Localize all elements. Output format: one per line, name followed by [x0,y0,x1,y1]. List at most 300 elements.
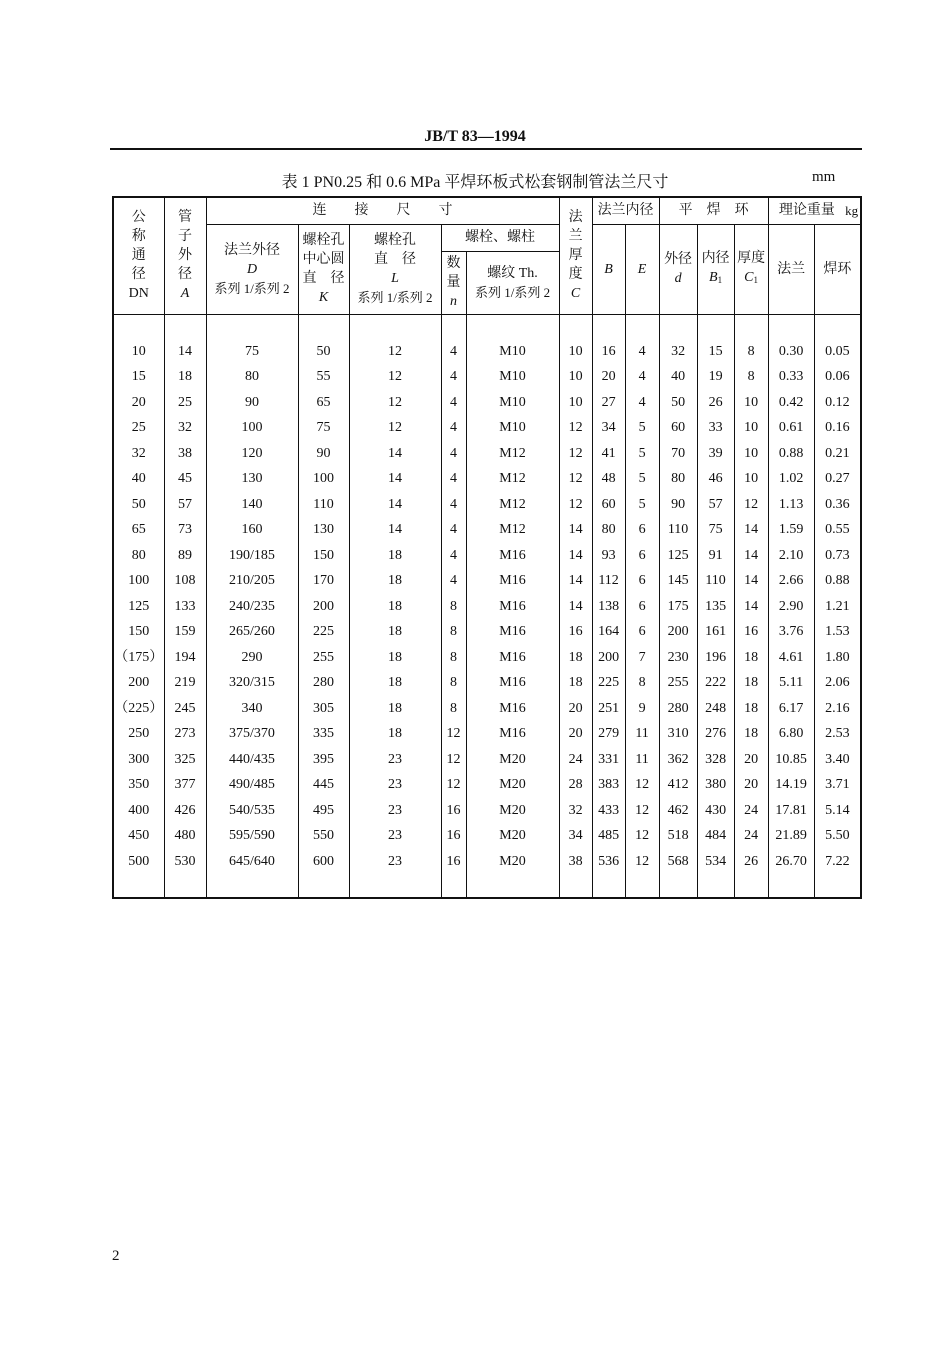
table-cell: 18 [349,568,441,594]
table-cell: 0.33 [768,364,814,390]
table-cell: 10 [734,441,768,467]
table-cell: 0.27 [814,466,861,492]
table-cell: 50 [113,492,164,518]
table-cell: 23 [349,823,441,849]
table-cell: 490/485 [206,772,298,798]
table-cell: 18 [349,645,441,671]
table-cell: 0.16 [814,415,861,441]
table-cell: 10 [734,466,768,492]
table-cell: 20 [559,696,592,722]
table-cell: 20 [559,721,592,747]
table-cell: M12 [466,466,559,492]
table-cell: 50 [298,339,349,365]
table-cell: 70 [659,441,697,467]
table-row [113,543,861,569]
header-ring: 平 焊 环 [659,197,768,224]
table-cell: 273 [164,721,206,747]
table-cell: M10 [466,415,559,441]
table-cell: M10 [466,390,559,416]
table-cell: M12 [466,441,559,467]
table-cell: 38 [559,849,592,875]
table-cell: 196 [697,645,734,671]
table-cell: 18 [349,721,441,747]
table-cell: 8 [625,670,659,696]
table-cell: 377 [164,772,206,798]
table-cell: 21.89 [768,823,814,849]
table-cell: 108 [164,568,206,594]
table-cell: 150 [113,619,164,645]
table-cell: 14 [734,517,768,543]
header-weight-flange: 法兰 [768,224,814,314]
table-cell: 18 [734,670,768,696]
table-cell: 20 [113,390,164,416]
table-cell: 255 [298,645,349,671]
table-cell: 222 [697,670,734,696]
table-cell: 12 [625,823,659,849]
table-cell: 18 [734,721,768,747]
table-cell: 10 [113,339,164,365]
table-cell: 6 [625,568,659,594]
table-cell: 5.14 [814,798,861,824]
table-cell: 430 [697,798,734,824]
table-cell: 40 [659,364,697,390]
table-cell: 380 [697,772,734,798]
table-cell: M20 [466,747,559,773]
table-row [113,696,861,722]
table-cell: 5 [625,415,659,441]
header-flange-thickness: 法 兰 厚 度 C [559,197,592,314]
table-row [113,594,861,620]
table-cell: 18 [349,696,441,722]
table-cell: 276 [697,721,734,747]
table-cell: 518 [659,823,697,849]
table-cell: 170 [298,568,349,594]
table-cell: 6.17 [768,696,814,722]
table-cell: 23 [349,798,441,824]
table-cell: 279 [592,721,625,747]
table-cell: 4 [441,466,466,492]
table-cell: 6 [625,619,659,645]
table-cell: 57 [164,492,206,518]
table-cell: 24 [559,747,592,773]
table-cell: 19 [697,364,734,390]
table-cell: 4 [441,364,466,390]
table-cell: 1.02 [768,466,814,492]
table-cell: 55 [298,364,349,390]
table-cell: 17.81 [768,798,814,824]
table-cell: 0.55 [814,517,861,543]
table-cell: 0.12 [814,390,861,416]
table-cell: 395 [298,747,349,773]
table-cell: 530 [164,849,206,875]
table-cell: 310 [659,721,697,747]
table-cell: 4.61 [768,645,814,671]
table-cell: 38 [164,441,206,467]
table-cell: 80 [206,364,298,390]
table-cell: 23 [349,747,441,773]
table-cell: 5 [625,466,659,492]
table-cell: 14.19 [768,772,814,798]
table-cell: 190/185 [206,543,298,569]
table-cell: 27 [592,390,625,416]
table-cell: 5.11 [768,670,814,696]
table-cell: 12 [625,798,659,824]
spacer-row [113,314,861,339]
table-cell: 138 [592,594,625,620]
table-cell: 4 [625,364,659,390]
table-cell: 80 [659,466,697,492]
table-cell: 135 [697,594,734,620]
table-cell: 91 [697,543,734,569]
table-cell: 0.21 [814,441,861,467]
table-cell: 325 [164,747,206,773]
table-row [113,619,861,645]
table-cell: M20 [466,772,559,798]
table-cell: 25 [113,415,164,441]
table-cell: 568 [659,849,697,875]
table-cell: 450 [113,823,164,849]
table-cell: 4 [441,441,466,467]
header-rule [110,148,862,150]
table-cell: 16 [441,798,466,824]
table-cell: 14 [559,543,592,569]
table-row [113,364,861,390]
header-ring-od: 外径 d [659,224,697,314]
table-caption-line [0,169,950,192]
table-cell: 4 [441,517,466,543]
table-cell: 219 [164,670,206,696]
table-cell: 4 [441,568,466,594]
table-cell: 24 [734,798,768,824]
table-cell: 595/590 [206,823,298,849]
table-cell: 32 [164,415,206,441]
header-bolt-hole: 螺栓孔 直 径 L 系列 1/系列 2 [349,224,441,314]
table-cell: 200 [298,594,349,620]
table-cell: 140 [206,492,298,518]
table-cell: 0.05 [814,339,861,365]
table-row [113,390,861,416]
table-row [113,670,861,696]
table-cell: 10 [734,415,768,441]
table-caption: 表 1 PN0.25 和 0.6 MPa 平焊环板式松套钢制管法兰尺寸 [281,174,669,191]
table-row [113,568,861,594]
header-bolt-circle: 螺栓孔 中心圆 直 径 K [298,224,349,314]
table-cell: 14 [164,339,206,365]
table-cell: M12 [466,492,559,518]
table-cell: 248 [697,696,734,722]
table-cell: 534 [697,849,734,875]
standard-code: JB/T 83—1994 [424,128,526,145]
table-cell: 0.30 [768,339,814,365]
table-cell: M16 [466,619,559,645]
table-cell: 11 [625,721,659,747]
table-cell: 18 [349,670,441,696]
table-cell: 200 [113,670,164,696]
table-cell: 1.21 [814,594,861,620]
table-cell: 112 [592,568,625,594]
table-cell: 159 [164,619,206,645]
table-cell: 75 [697,517,734,543]
table-cell: 3.71 [814,772,861,798]
table-cell: 350 [113,772,164,798]
table-cell: 2.66 [768,568,814,594]
table-cell: 383 [592,772,625,798]
table-cell: 12 [559,441,592,467]
table-cell: 0.61 [768,415,814,441]
table-cell: 164 [592,619,625,645]
table-cell: 16 [441,849,466,875]
table-cell: 412 [659,772,697,798]
header-thread: 螺纹 Th. 系列 1/系列 2 [466,251,559,314]
header-flange-od: 法兰外径 D 系列 1/系列 2 [206,224,298,314]
header-pipe-od: 管 子 外 径 A [164,197,206,314]
table-cell: 320/315 [206,670,298,696]
table-cell: 150 [298,543,349,569]
table-cell: 200 [592,645,625,671]
table-cell: 1.80 [814,645,861,671]
table-cell: 8 [441,645,466,671]
table-cell: 8 [441,670,466,696]
table-cell: M16 [466,696,559,722]
table-cell: 340 [206,696,298,722]
table-cell: 34 [592,415,625,441]
table-cell: 14 [734,594,768,620]
table-cell: （225） [113,696,164,722]
table-cell: M20 [466,823,559,849]
header-connection: 连 接 尺 寸 [206,197,559,224]
table-cell: 8 [734,339,768,365]
table-row [113,645,861,671]
table-cell: 6 [625,517,659,543]
table-row [113,772,861,798]
table-cell: 12 [349,339,441,365]
table-cell: 39 [697,441,734,467]
table-cell: 12 [559,415,592,441]
table-cell: 161 [697,619,734,645]
header-dn: 公 称 通 径 DN [113,197,164,314]
table-cell: 18 [559,645,592,671]
table-cell: 0.73 [814,543,861,569]
table-cell: 10 [734,390,768,416]
table-cell: M16 [466,721,559,747]
table-body [113,314,861,898]
table-cell: 48 [592,466,625,492]
tail-row [113,874,861,898]
table-cell: 75 [206,339,298,365]
table-cell: 280 [298,670,349,696]
table-cell: 16 [441,823,466,849]
table-cell: 80 [592,517,625,543]
table-cell: 305 [298,696,349,722]
table-cell: 14 [349,517,441,543]
table-cell: 1.13 [768,492,814,518]
table-cell: 6.80 [768,721,814,747]
table-cell: 12 [734,492,768,518]
table-cell: 20 [734,747,768,773]
table-cell: 10 [559,390,592,416]
table-cell: 100 [113,568,164,594]
table-cell: 600 [298,849,349,875]
table-cell: 4 [441,390,466,416]
table-cell: 10 [559,364,592,390]
table-cell: 6 [625,594,659,620]
table-cell: 4 [441,339,466,365]
table-cell: 500 [113,849,164,875]
table-cell: M20 [466,849,559,875]
table-cell: 46 [697,466,734,492]
table-cell: 12 [441,747,466,773]
table-cell: 14 [559,594,592,620]
table-cell: 40 [113,466,164,492]
table-cell: 1.53 [814,619,861,645]
table-cell: 23 [349,849,441,875]
table-cell: 25 [164,390,206,416]
table-cell: 484 [697,823,734,849]
table-cell: 20 [734,772,768,798]
table-cell: 93 [592,543,625,569]
table-cell: 2.16 [814,696,861,722]
table-cell: 12 [349,415,441,441]
table-cell: 14 [559,517,592,543]
header-bore-e: E [625,224,659,314]
table-cell: 145 [659,568,697,594]
table-row [113,441,861,467]
header-weight-ring: 焊环 [814,224,861,314]
table-cell: 18 [734,645,768,671]
table-cell: 18 [349,543,441,569]
table-cell: M20 [466,798,559,824]
page-number: 2 [112,1248,120,1264]
table-cell: 4 [441,543,466,569]
table-cell: 14 [734,568,768,594]
table-cell: 8 [734,364,768,390]
header-bolt-count: 数 量 n [441,251,466,314]
table-row [113,798,861,824]
table-cell: 110 [298,492,349,518]
table-cell: 8 [441,594,466,620]
table-cell: 4 [441,492,466,518]
table-cell: 34 [559,823,592,849]
table-cell: 9 [625,696,659,722]
table-cell: M16 [466,645,559,671]
table-cell: 16 [592,339,625,365]
table-cell: 26.70 [768,849,814,875]
table-cell: 2.06 [814,670,861,696]
table-cell: M10 [466,364,559,390]
table-cell: 280 [659,696,697,722]
table-cell: 18 [559,670,592,696]
table-cell: 0.88 [768,441,814,467]
table-cell: 130 [206,466,298,492]
table-cell: 18 [349,619,441,645]
table-cell: 400 [113,798,164,824]
table-cell: 462 [659,798,697,824]
table-cell: 125 [113,594,164,620]
flange-dimension-table [112,196,862,899]
table-cell: 100 [206,415,298,441]
table-cell: 15 [697,339,734,365]
table-cell: 495 [298,798,349,824]
table-cell: 210/205 [206,568,298,594]
table-cell: 12 [349,364,441,390]
table-cell: 12 [441,772,466,798]
header-bore-b: B [592,224,625,314]
table-cell: 110 [659,517,697,543]
table-cell: 645/640 [206,849,298,875]
table-cell: 20 [592,364,625,390]
table-cell: 14 [349,441,441,467]
table-row [113,747,861,773]
table-cell: 16 [734,619,768,645]
table-cell: 32 [659,339,697,365]
table-cell: 28 [559,772,592,798]
table-cell: 160 [206,517,298,543]
table-cell: 65 [298,390,349,416]
table-row [113,492,861,518]
table-row [113,721,861,747]
table-cell: 485 [592,823,625,849]
table-cell: 14 [349,492,441,518]
table-cell: 7 [625,645,659,671]
table-cell: 0.36 [814,492,861,518]
table-cell: 240/235 [206,594,298,620]
table-cell: 16 [559,619,592,645]
table-row [113,339,861,365]
header-bolts: 螺栓、螺柱 [441,224,559,251]
table-cell: 12 [559,492,592,518]
table-cell: 8 [441,619,466,645]
table-cell: 1.59 [768,517,814,543]
table-cell: M16 [466,670,559,696]
table-cell: 225 [592,670,625,696]
table-cell: 14 [734,543,768,569]
table-cell: 2.90 [768,594,814,620]
table-row [113,849,861,875]
table-cell: 125 [659,543,697,569]
table-cell: 0.88 [814,568,861,594]
table-cell: 540/535 [206,798,298,824]
table-cell: 2.10 [768,543,814,569]
table-cell: 14 [349,466,441,492]
table-cell: 4 [441,415,466,441]
table-cell: 26 [734,849,768,875]
table-cell: 12 [559,466,592,492]
table-cell: 100 [298,466,349,492]
table-cell: 2.53 [814,721,861,747]
table-cell: 290 [206,645,298,671]
table-cell: 5 [625,441,659,467]
table-cell: 90 [298,441,349,467]
table-cell: 5 [625,492,659,518]
table-cell: M12 [466,517,559,543]
table-cell: 60 [659,415,697,441]
table-cell: 32 [113,441,164,467]
table-row [113,415,861,441]
table-cell: 230 [659,645,697,671]
table-cell: 433 [592,798,625,824]
table-cell: 89 [164,543,206,569]
table-cell: 0.06 [814,364,861,390]
table-cell: 45 [164,466,206,492]
table-cell: 12 [625,772,659,798]
table-cell: 362 [659,747,697,773]
table-cell: 550 [298,823,349,849]
table-cell: 200 [659,619,697,645]
table-cell: 328 [697,747,734,773]
table-cell: 5.50 [814,823,861,849]
table-cell: 65 [113,517,164,543]
table-cell: M10 [466,339,559,365]
